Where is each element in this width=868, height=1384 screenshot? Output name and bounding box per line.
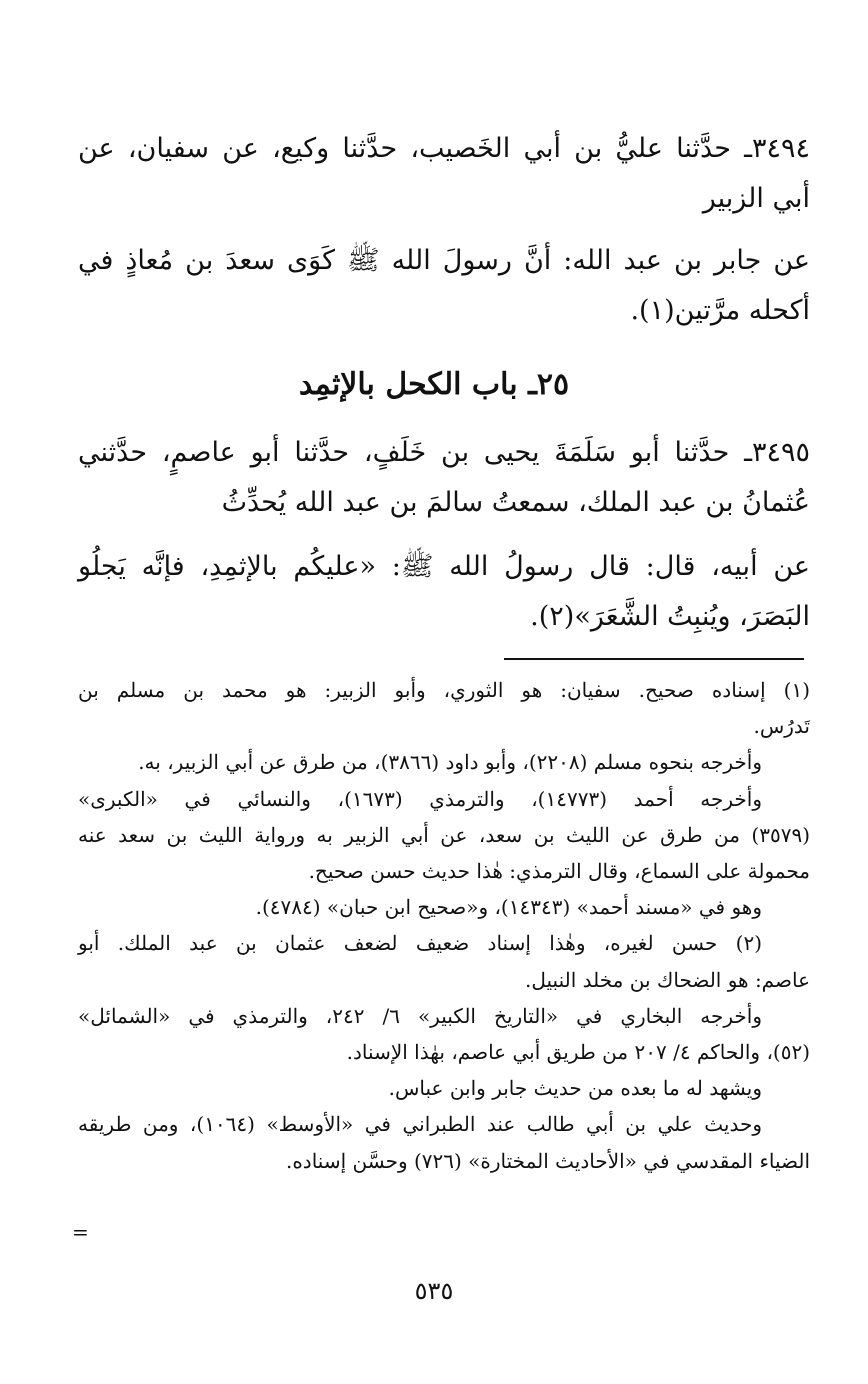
footnote-line: وهو في «مسند أحمد» (١٤٣٤٣)، و«صحيح ابن حبان» (٤٧٨٤). [255,895,762,920]
continuation-mark: = [72,1220,89,1244]
text-line: أكحله مرَّتين(١). [630,295,810,326]
text-line: عُثمانُ بن عبد الملك، سمعتُ سالمَ بن عبد الله يُحدِّثُ [221,487,810,518]
footnote-line: (١) إسناده صحيح. سفيان: هو الثوري، وأبو الزبير: هو محمد بن مسلم بن [78,678,810,702]
footnote-line: تَدرُس. [753,714,810,739]
footnote-line: وأخرجه بنحوه مسلم (٢٢٠٨)، وأبو داود (٣٨٦٦)، من طرق عن أبي الزبير، به. [138,750,762,775]
text-line: عن أبيه، قال: قال رسولُ الله ﷺ: «عليكُم بالإثمِدِ، فإنَّه يَجلُو [78,551,810,582]
page-number: ٥٣٥ [414,1277,454,1305]
text-line: ٣٤٩٥ـ حدَّثنا أبو سَلَمَةَ يحيى بن خَلَفٍ، حدَّثنا أبو عاصمٍ، حدَّثني [78,437,810,468]
hadith-3494-matn [78,236,810,336]
footnotes [78,672,810,1179]
text-line: البَصَرَ، ويُنبِتُ الشَّعَرَ»(٢). [530,601,810,632]
footnote-line: (٥٢)، والحاكم ٤/ ٢٠٧ من طريق أبي عاصم، بهٰذا الإسناد. [346,1040,810,1065]
chapter-heading: ٢٥ـ باب الكحل بالإثمِد [298,367,570,402]
footnote-divider [504,658,804,660]
footnote-line: الضياء المقدسي في «الأحاديث المختارة» (٧٢٦) وحسَّن إسناده. [285,1148,810,1173]
text-line: عن جابر بن عبد الله: أنَّ رسولَ الله ﷺ كَوَى سعدَ بن مُعاذٍ في [78,245,810,276]
text-line: أبي الزبير [702,183,810,214]
hadith-3495-isnad [78,428,810,528]
footnote-line: محمولة على السماع، وقال الترمذي: هٰذا حديث حسن صحيح. [308,859,810,884]
footnote-line: وأخرجه أحمد (١٤٧٧٣)، والترمذي (١٦٧٣)، والنسائي في «الكبرى» [78,786,762,811]
footnote-line: (٢) حسن لغيره، وهٰذا إسناد ضعيف لضعف عثمان بن عبد الملك. أبو [78,931,762,956]
footnote-line: وأخرجه البخاري في «التاريخ الكبير» ٦/ ٢٤٢، والترمذي في «الشمائل» [78,1003,763,1028]
text-line: ٣٤٩٤ـ حدَّثنا عليُّ بن أبي الخَصيب، حدَّثنا وكيع، عن سفيان، عن [78,133,810,164]
footnote-line: عاصم: هو الضحاك بن مخلد النبيل. [525,967,810,992]
footnote-line: وحديث علي بن أبي طالب عند الطبراني في «الأوسط» (١٠٦٤)، ومن طريقه [78,1112,763,1137]
hadith-3494-isnad [78,124,810,224]
footnote-line: ويشهد له ما بعده من حديث جابر وابن عباس. [388,1076,762,1101]
hadith-3495-matn [78,542,810,642]
footnote-line: (٣٥٧٩) من طرق عن الليث بن سعد، عن أبي الزبير به ورواية الليث بن سعد عنه [78,822,810,847]
